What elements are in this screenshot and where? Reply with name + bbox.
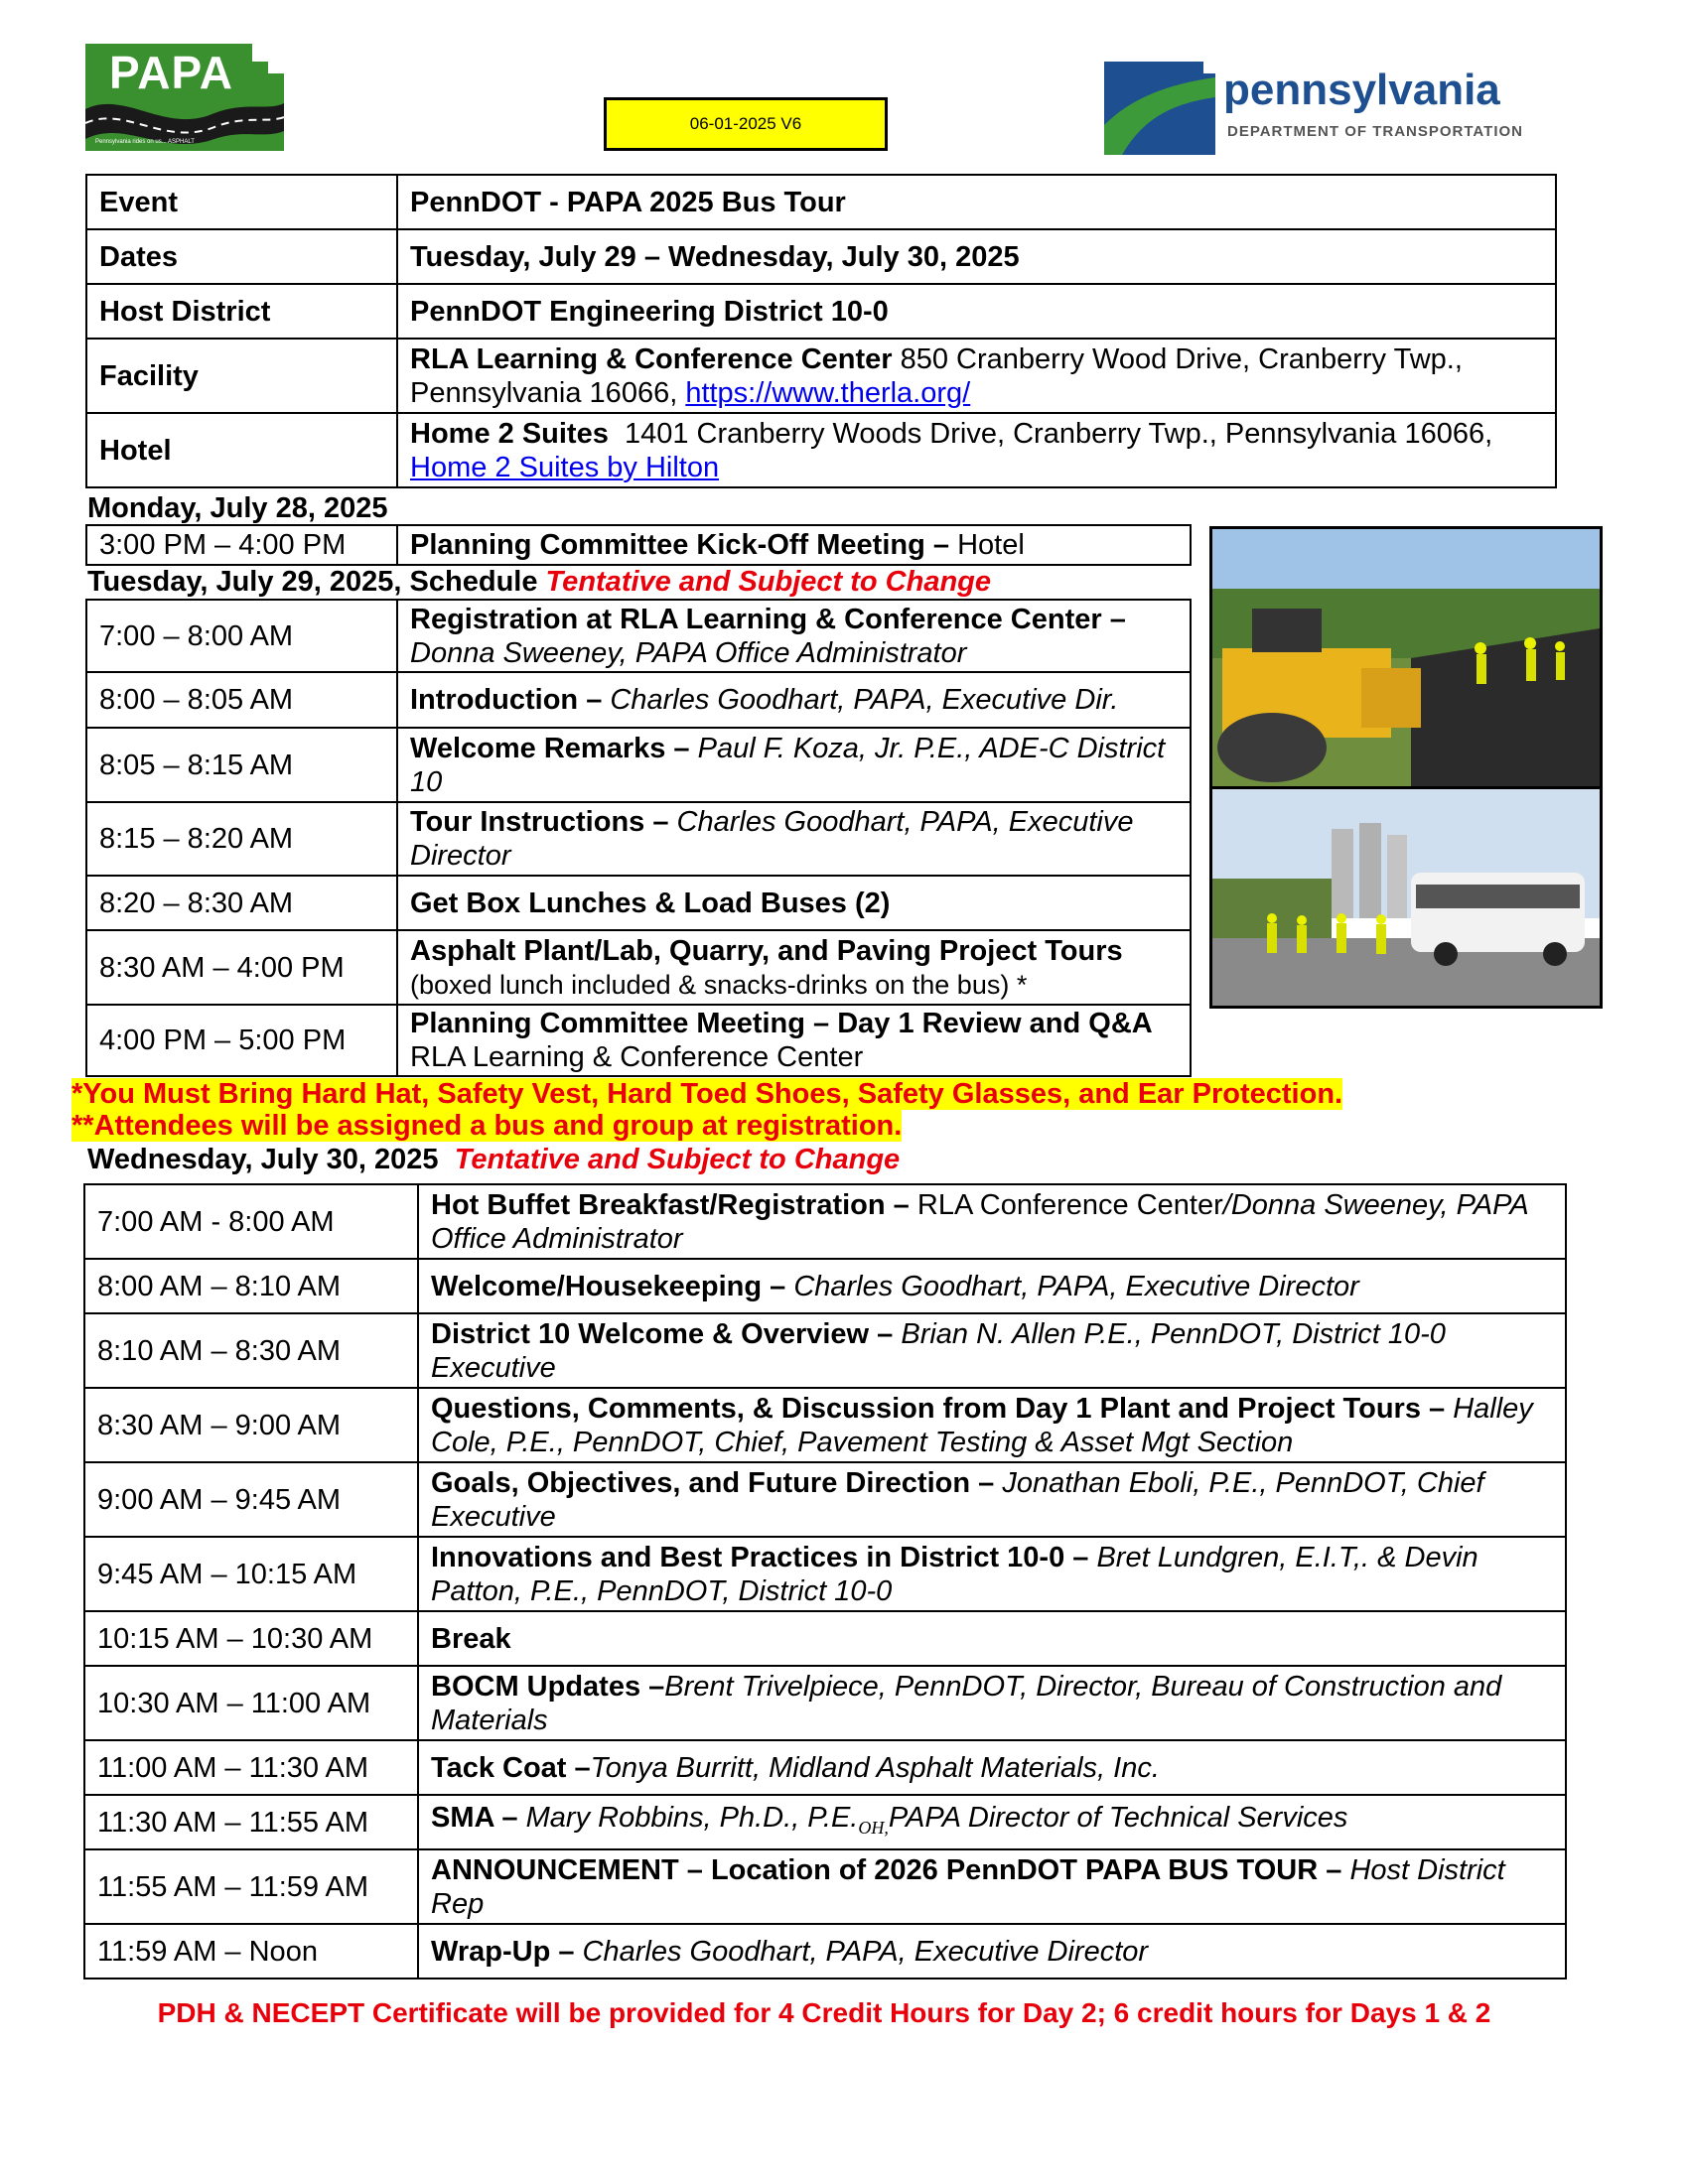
time-cell: 8:00 AM – 8:10 AM bbox=[84, 1259, 418, 1313]
session-detail: /Donna Sweeney, PAPA Office Administrator bbox=[431, 1188, 1528, 1255]
session-cell bbox=[418, 1849, 1566, 1924]
session-cell bbox=[397, 600, 1191, 672]
session-location: RLA Conference Center bbox=[916, 1188, 1223, 1221]
wednesday-schedule-table bbox=[83, 1183, 1567, 1979]
session-sep: – bbox=[640, 1670, 665, 1703]
session-title: Wrap-Up bbox=[431, 1935, 551, 1968]
facility-name: RLA Learning & Conference Center bbox=[410, 342, 893, 375]
papa-logo-text: PAPA bbox=[109, 47, 233, 98]
table-row bbox=[86, 525, 1191, 565]
session-detail: Jonathan Eboli, P.E., PennDOT, Chief Executive bbox=[431, 1466, 1484, 1533]
table-row bbox=[86, 876, 1191, 930]
session-sep: – bbox=[970, 1466, 1003, 1499]
table-row bbox=[84, 1462, 1566, 1537]
session-detail: Brian N. Allen P.E., PennDOT, District 10-0 Executive bbox=[431, 1317, 1446, 1384]
session-detail: Brent Trivelpiece, PennDOT, Director, Bureau of Construction and Materials bbox=[431, 1670, 1502, 1736]
session-title: Tack Coat bbox=[431, 1751, 567, 1784]
session-cell bbox=[418, 1611, 1566, 1666]
session-title: Introduction bbox=[410, 684, 579, 716]
session-sep: – bbox=[566, 1751, 591, 1784]
session-title: BOCM Updates bbox=[431, 1670, 641, 1703]
session-sep: – bbox=[644, 806, 677, 838]
event-info-table bbox=[85, 174, 1557, 488]
time-cell: 7:00 – 8:00 AM bbox=[86, 600, 397, 672]
table-row bbox=[84, 1611, 1566, 1666]
session-title: Planning Committee Kick-Off Meeting bbox=[410, 529, 925, 561]
version-label bbox=[604, 97, 888, 151]
table-row bbox=[84, 1666, 1566, 1740]
session-sep: – bbox=[924, 529, 958, 561]
table-row bbox=[84, 1313, 1566, 1388]
session-detail: Tonya Burritt, Midland Asphalt Materials, Inc. bbox=[590, 1751, 1160, 1784]
penndot-logo bbox=[1104, 56, 1561, 155]
session-detail: Charles Goodhart, PAPA, Executive Director bbox=[410, 806, 1134, 872]
penndot-logo-name: pennsylvania bbox=[1223, 66, 1500, 114]
table-row bbox=[84, 1740, 1566, 1795]
info-value: PennDOT Engineering District 10-0 bbox=[397, 284, 1556, 339]
tuesday-schedule-table bbox=[85, 599, 1192, 1077]
session-detail: Charles Goodhart, PAPA, Executive Dir. bbox=[610, 684, 1119, 716]
info-value bbox=[397, 339, 1556, 413]
bus-assignment-warning: **Attendees will be assigned a bus and group at registration. bbox=[71, 1110, 903, 1142]
time-cell: 8:05 – 8:15 AM bbox=[86, 728, 397, 802]
session-subscript: OH, bbox=[858, 1817, 889, 1838]
safety-warning: *You Must Bring Hard Hat, Safety Vest, Hard Toed Shoes, Safety Glasses, and Ear Protection. bbox=[71, 1078, 1343, 1110]
time-cell: 8:20 – 8:30 AM bbox=[86, 876, 397, 930]
info-value bbox=[397, 413, 1556, 487]
time-cell: 4:00 PM – 5:00 PM bbox=[86, 1005, 397, 1076]
table-row bbox=[86, 1005, 1191, 1076]
info-label: Host District bbox=[86, 284, 397, 339]
penndot-logo-sub: DEPARTMENT OF TRANSPORTATION bbox=[1227, 123, 1523, 140]
time-cell: 9:00 AM – 9:45 AM bbox=[84, 1462, 418, 1537]
session-cell bbox=[418, 1666, 1566, 1740]
wednesday-heading-note: Tentative and Subject to Change bbox=[454, 1144, 901, 1175]
time-cell: 3:00 PM – 4:00 PM bbox=[86, 525, 397, 565]
time-cell: 8:00 – 8:05 AM bbox=[86, 672, 397, 728]
monday-heading: Monday, July 28, 2025 bbox=[87, 492, 388, 524]
session-cell bbox=[418, 1795, 1566, 1849]
session-title: Get Box Lunches & Load Buses (2) bbox=[410, 887, 891, 919]
session-sep: – bbox=[1420, 1392, 1454, 1425]
session-title: District 10 Welcome & Overview bbox=[431, 1317, 870, 1350]
info-label: Hotel bbox=[86, 413, 397, 487]
session-detail: Bret Lundgren, E.I.T,. & Devin Patton, P.E., PennDOT, District 10-0 bbox=[431, 1541, 1478, 1607]
table-row bbox=[86, 600, 1191, 672]
papa-logo bbox=[85, 40, 284, 155]
session-title: Questions, Comments, & Discussion from Day 1 Plant and Project Tours bbox=[431, 1392, 1421, 1425]
table-row bbox=[86, 413, 1556, 487]
version-label-text: 06-01-2025 V6 bbox=[689, 114, 802, 133]
time-cell: 7:00 AM - 8:00 AM bbox=[84, 1184, 418, 1259]
session-detail: Paul F. Koza, Jr. P.E., ADE-C District 10 bbox=[410, 732, 1166, 798]
tuesday-heading bbox=[87, 566, 991, 598]
session-sep: – bbox=[1318, 1853, 1350, 1886]
facility-address: 850 Cranberry Wood Drive, Cranberry Twp., Pennsylvania 16066, bbox=[410, 342, 1463, 409]
table-row bbox=[84, 1184, 1566, 1259]
info-label: Dates bbox=[86, 229, 397, 284]
session-title: Innovations and Best Practices in District 10-0 bbox=[431, 1541, 1065, 1573]
hotel-address: 1401 Cranberry Woods Drive, Cranberry Twp., Pennsylvania 16066, bbox=[608, 417, 1501, 450]
time-cell: 11:59 AM – Noon bbox=[84, 1924, 418, 1979]
session-title: Tour Instructions bbox=[410, 806, 645, 838]
session-detail: Mary Robbins, Ph.D., P.E. bbox=[525, 1801, 859, 1834]
session-cell bbox=[397, 728, 1191, 802]
table-row bbox=[86, 339, 1556, 413]
hotel-name: Home 2 Suites bbox=[410, 417, 609, 450]
session-title: Welcome Remarks bbox=[410, 732, 666, 764]
table-row bbox=[84, 1259, 1566, 1313]
session-sep: – bbox=[762, 1270, 794, 1302]
session-cell bbox=[397, 1005, 1191, 1076]
session-detail: Hotel bbox=[957, 529, 1025, 561]
session-detail: RLA Learning & Conference Center bbox=[410, 1041, 864, 1073]
time-cell: 10:15 AM – 10:30 AM bbox=[84, 1611, 418, 1666]
time-cell: 11:55 AM – 11:59 AM bbox=[84, 1849, 418, 1924]
session-detail: (boxed lunch included & snacks-drinks on the bus) * bbox=[410, 969, 1028, 1000]
hotel-link[interactable]: Home 2 Suites by Hilton bbox=[410, 451, 720, 483]
table-row bbox=[84, 1388, 1566, 1462]
time-cell: 11:30 AM – 11:55 AM bbox=[84, 1795, 418, 1849]
paving-roller-photo bbox=[1209, 526, 1603, 790]
certificate-note: PDH & NECEPT Certificate will be provided for 4 Credit Hours for Day 2; 6 credit hours for Days 1 & 2 bbox=[157, 1997, 1491, 2028]
session-detail: Charles Goodhart, PAPA, Executive Director bbox=[793, 1270, 1359, 1302]
session-cell bbox=[397, 672, 1191, 728]
session-title: Goals, Objectives, and Future Direction bbox=[431, 1466, 971, 1499]
session-detail-2: PAPA Director of Technical Services bbox=[888, 1801, 1348, 1834]
info-label: Facility bbox=[86, 339, 397, 413]
info-label: Event bbox=[86, 175, 397, 229]
table-row bbox=[84, 1924, 1566, 1979]
session-cell bbox=[418, 1259, 1566, 1313]
table-row bbox=[84, 1795, 1566, 1849]
session-title: Planning Committee Meeting – Day 1 Review and Q&A bbox=[410, 1008, 1153, 1039]
time-cell: 9:45 AM – 10:15 AM bbox=[84, 1537, 418, 1611]
monday-schedule-table bbox=[85, 524, 1192, 566]
session-cell bbox=[397, 525, 1191, 565]
session-title: Hot Buffet Breakfast/Registration bbox=[431, 1188, 886, 1221]
session-sep: – bbox=[550, 1935, 583, 1968]
session-title: Asphalt Plant/Lab, Quarry, and Paving Project Tours bbox=[410, 934, 1123, 967]
session-cell bbox=[418, 1740, 1566, 1795]
table-row bbox=[86, 672, 1191, 728]
time-cell: 8:30 AM – 4:00 PM bbox=[86, 930, 397, 1005]
session-detail: Halley Cole, P.E., PennDOT, Chief, Pavement Testing & Asset Mgt Section bbox=[431, 1392, 1533, 1458]
tuesday-heading-text: Tuesday, July 29, 2025, Schedule bbox=[87, 566, 546, 598]
session-cell bbox=[418, 1184, 1566, 1259]
session-sep: – bbox=[885, 1188, 917, 1221]
session-title: ANNOUNCEMENT – Location of 2026 PennDOT PAPA BUS TOUR bbox=[431, 1853, 1319, 1886]
session-cell bbox=[397, 930, 1191, 1005]
table-row bbox=[86, 175, 1556, 229]
session-detail: Charles Goodhart, PAPA, Executive Director bbox=[582, 1935, 1149, 1968]
session-title: Break bbox=[431, 1622, 511, 1655]
session-sep: – bbox=[665, 732, 698, 764]
session-title: Registration at RLA Learning & Conference Center bbox=[410, 603, 1102, 635]
table-row bbox=[86, 229, 1556, 284]
info-value: PennDOT - PAPA 2025 Bus Tour bbox=[397, 175, 1556, 229]
bus-tour-photo bbox=[1209, 786, 1603, 1009]
table-row bbox=[86, 930, 1191, 1005]
session-detail: Host District Rep bbox=[431, 1853, 1505, 1920]
session-cell bbox=[397, 876, 1191, 930]
session-cell bbox=[418, 1388, 1566, 1462]
time-cell: 8:15 – 8:20 AM bbox=[86, 802, 397, 876]
table-row bbox=[86, 802, 1191, 876]
wednesday-heading-text: Wednesday, July 30, 2025 bbox=[87, 1144, 455, 1175]
session-title: Welcome/Housekeeping bbox=[431, 1270, 763, 1302]
time-cell: 8:10 AM – 8:30 AM bbox=[84, 1313, 418, 1388]
session-sep: – bbox=[578, 684, 611, 716]
papa-logo-tagline: Pennsylvania rides on us... ASPHALT bbox=[95, 139, 195, 145]
session-sep: – bbox=[493, 1801, 526, 1834]
session-cell bbox=[418, 1537, 1566, 1611]
info-value: Tuesday, July 29 – Wednesday, July 30, 2025 bbox=[397, 229, 1556, 284]
session-cell bbox=[418, 1924, 1566, 1979]
session-detail: Donna Sweeney, PAPA Office Administrator bbox=[410, 636, 967, 669]
session-cell bbox=[418, 1313, 1566, 1388]
session-title: SMA bbox=[431, 1801, 494, 1834]
table-row bbox=[84, 1849, 1566, 1924]
session-cell bbox=[397, 802, 1191, 876]
table-row bbox=[86, 284, 1556, 339]
facility-link[interactable]: https://www.therla.org/ bbox=[685, 376, 971, 409]
time-cell: 11:00 AM – 11:30 AM bbox=[84, 1740, 418, 1795]
table-row bbox=[86, 728, 1191, 802]
wednesday-heading bbox=[87, 1144, 900, 1175]
time-cell: 10:30 AM – 11:00 AM bbox=[84, 1666, 418, 1740]
session-sep: – bbox=[869, 1317, 902, 1350]
session-sep: – bbox=[1064, 1541, 1097, 1573]
session-cell bbox=[418, 1462, 1566, 1537]
time-cell: 8:30 AM – 9:00 AM bbox=[84, 1388, 418, 1462]
session-sep: – bbox=[1101, 603, 1134, 635]
table-row bbox=[84, 1537, 1566, 1611]
tuesday-heading-note: Tentative and Subject to Change bbox=[545, 566, 992, 598]
